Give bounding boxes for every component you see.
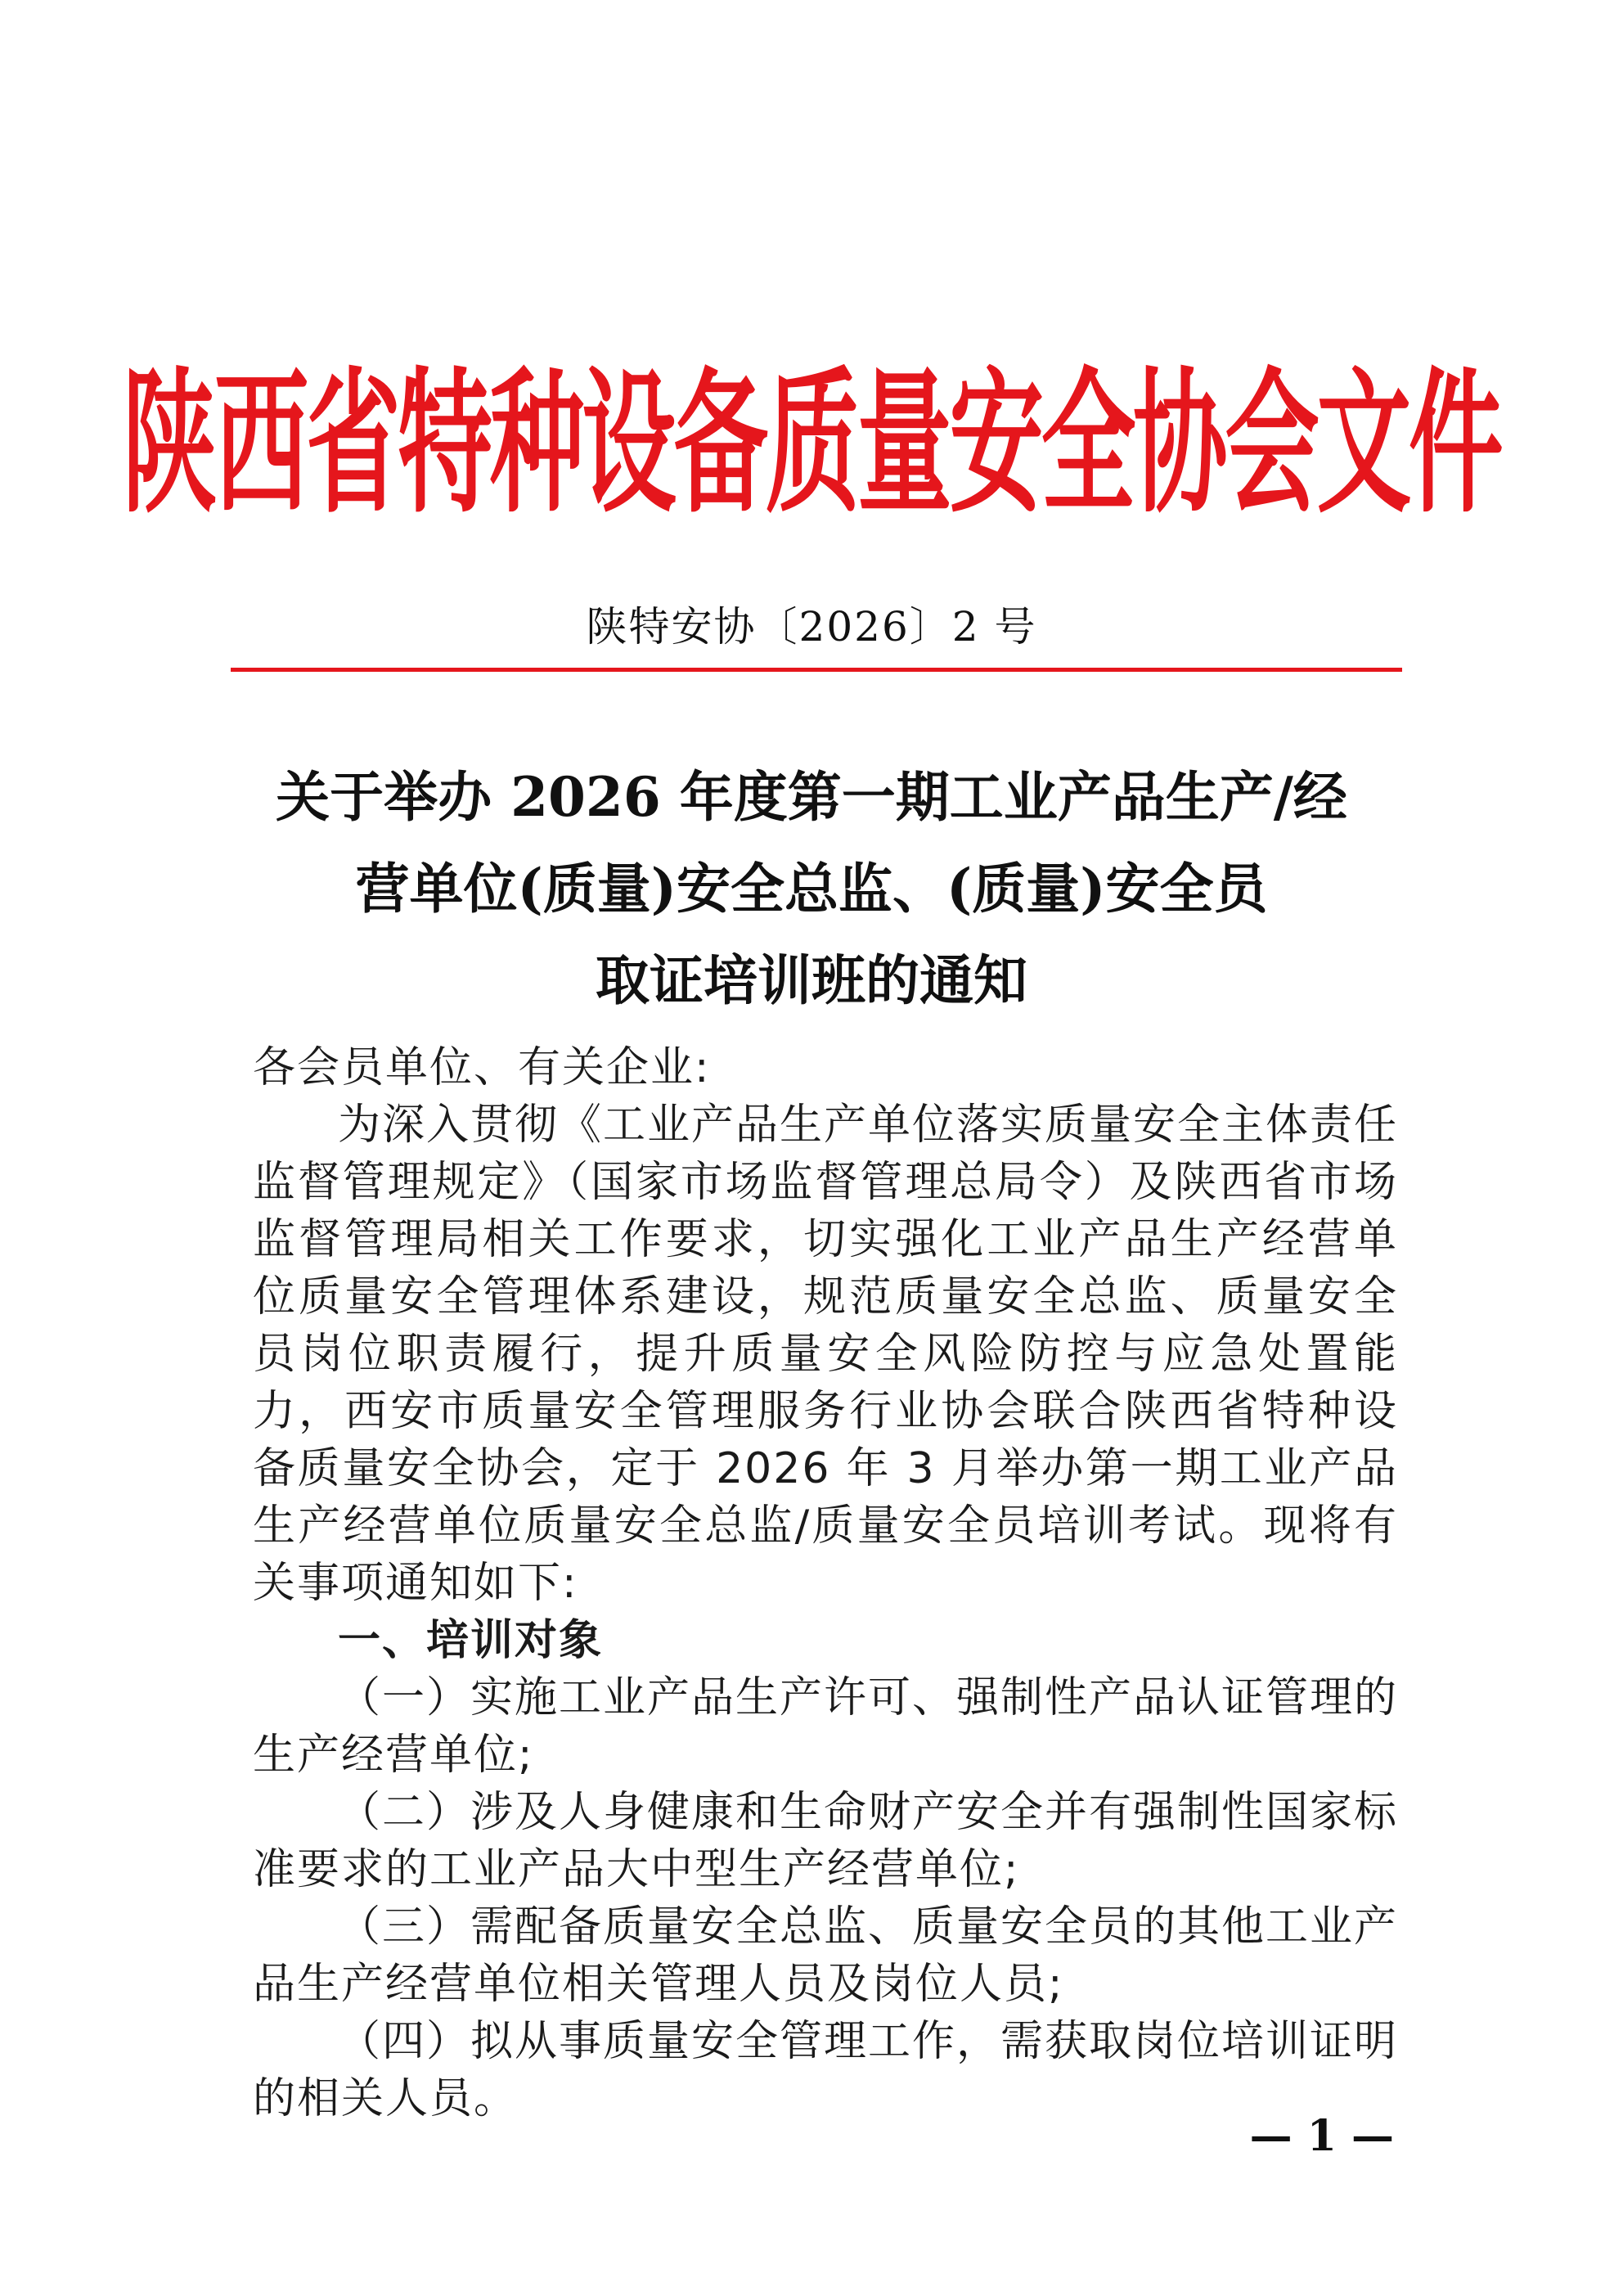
masthead-title: 陕西省特种设备质量安全协会文件 xyxy=(122,353,1501,534)
notice-title xyxy=(164,751,1459,1026)
salutation: 各会员单位、有关企业: xyxy=(253,1043,711,1092)
document-number: 陕特安协〔2026〕2 号 xyxy=(586,603,1037,651)
intro-paragraph: 为深入贯彻《工业产品生产单位落实质量安全主体责任监督管理规定》（国家市场监督管理总局令）及陕西省市场监督管理局相关工作要求，切实强化工业产品生产经营单位质量安全管理体系建设，规范质量安全总监、质量安全员岗位职责履行，提升质量安全风险防控与应急处置能力，西安市质量安全管理服务行业协会联合陕西省特种设备质量安全协会，定于 2026 年 3 月举办第一期工业产品生产经营单位质量安全总监/质量安全员培训考试。现将有关事项通知如下: xyxy=(253,1101,1399,1608)
red-divider xyxy=(231,668,1402,672)
list-item: （二）涉及人身健康和生命财产安全并有强制性国家标准要求的工业产品大中型生产经营单位; xyxy=(253,1788,1399,1894)
notice-title-line: 关于举办 2026 年度第一期工业产品生产/经 xyxy=(276,765,1347,829)
list-item: （三）需配备质量安全总监、质量安全员的其他工业产品生产经营单位相关管理人员及岗位人员; xyxy=(253,1902,1399,2009)
notice-title-line: 营单位(质量)安全总监、(质量)安全员 xyxy=(355,857,1268,921)
section-heading: 一、培训对象 xyxy=(338,1616,604,1665)
list-item: （一）实施工业产品生产许可、强制性产品认证管理的生产经营单位; xyxy=(253,1673,1399,1780)
list-item: （四）拟从事质量安全管理工作，需获取岗位培训证明的相关人员。 xyxy=(253,2017,1399,2123)
notice-body xyxy=(253,1039,1398,2127)
notice-title-line: 取证培训班的通知 xyxy=(596,948,1027,1012)
page-number: — 1 — xyxy=(1249,2111,1394,2161)
